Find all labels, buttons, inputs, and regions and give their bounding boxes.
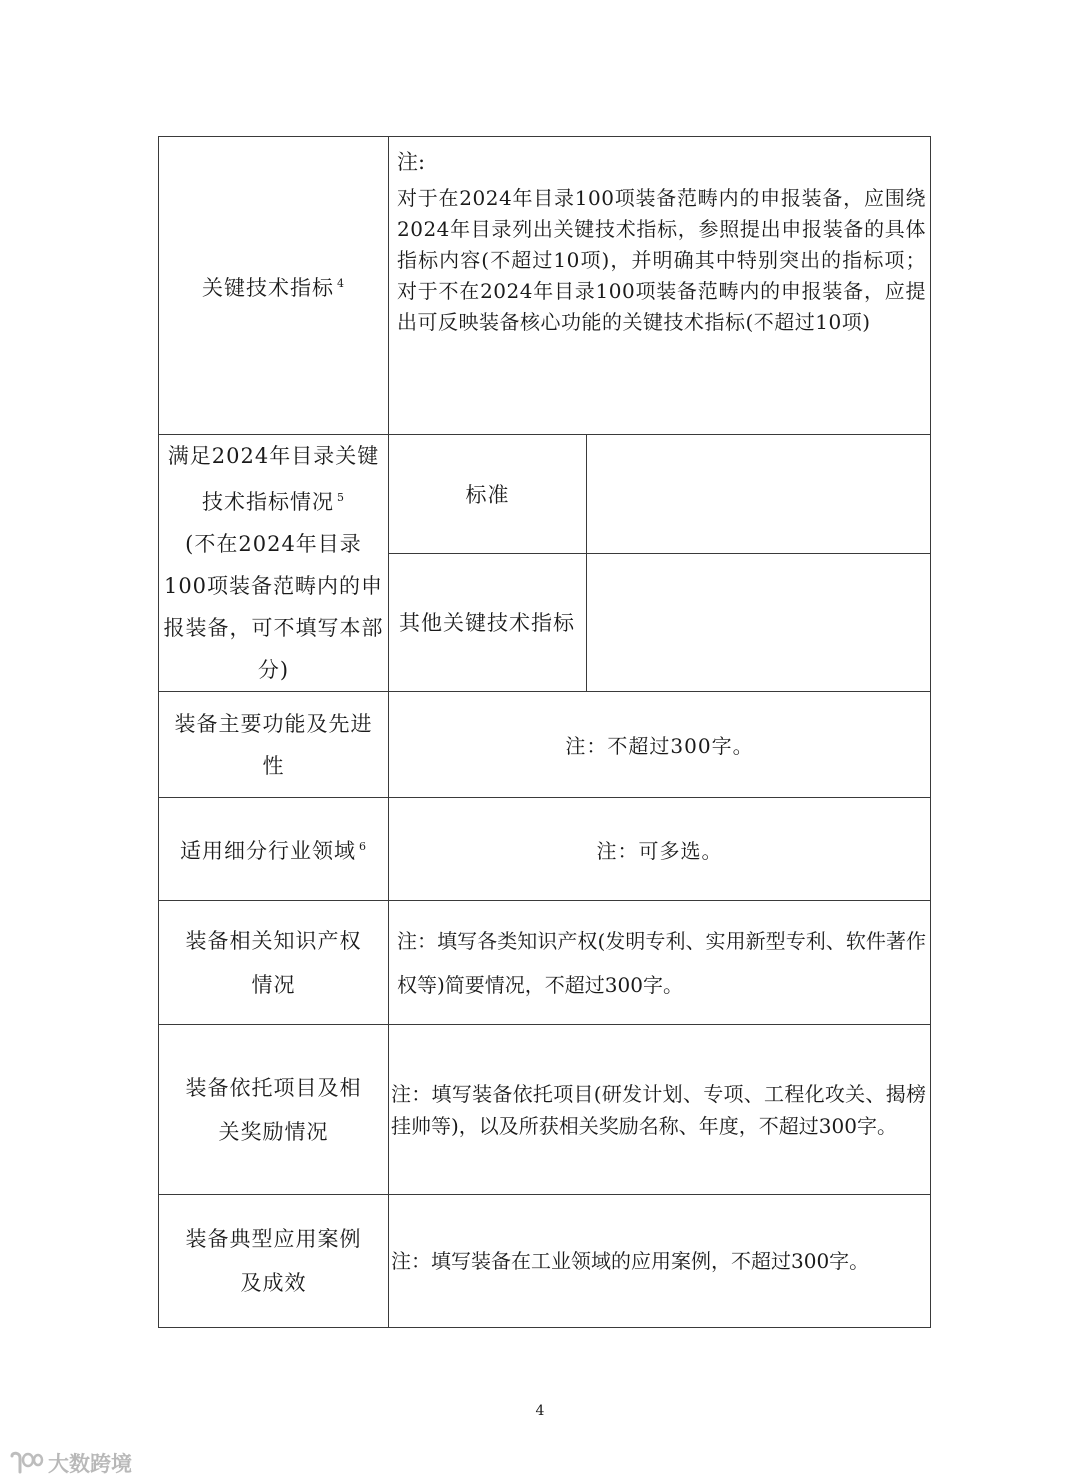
row-meet-indicators-standard <box>159 435 931 554</box>
row-key-technical-indicators <box>159 137 931 435</box>
key-indicators-note-text: 对于在2024年目录100项装备范畴内的申报装备，应围绕2024年目录列出关键技术指标，参照提出申报装备的具体指标内容(不超过10项)，并明确其中特别突出的指标项；对于不在2024年目录100项装备范畴内的申报装备，应提出可反映装备核心功能的关键技术指标(不超过10项) <box>397 186 926 334</box>
industry-label-cell <box>159 798 389 901</box>
other-indicators-label: 其他关键技术指标 <box>389 553 587 691</box>
row-application-cases <box>159 1195 931 1328</box>
meet-indicators-label-line: 技术指标情况 $^5$ <box>202 490 345 514</box>
standard-input-cell[interactable] <box>587 435 931 554</box>
cases-label-line: 装备典型应用案例 <box>185 1227 362 1251</box>
key-indicators-note-cell[interactable] <box>389 137 931 435</box>
footnote-marker: 5 <box>337 491 345 504</box>
row-main-function <box>159 692 931 798</box>
meet-indicators-label-line: 报装备，可不填写本部 <box>163 616 384 640</box>
main-function-note[interactable]: 注：不超过300字。 <box>389 692 931 798</box>
ip-label-line: 情况 <box>251 972 296 997</box>
key-indicators-label-cell <box>159 137 389 435</box>
watermark <box>8 1448 132 1478</box>
industry-note[interactable]: 注：可多选。 <box>389 798 931 901</box>
row-industry <box>159 798 931 901</box>
main-function-label-cell <box>159 692 389 798</box>
cases-label-cell <box>159 1195 389 1328</box>
cases-label-line: 及成效 <box>240 1271 307 1295</box>
note-heading: 注: <box>397 150 426 174</box>
meet-indicators-label-line: 满足2024年目录关键 <box>167 444 380 468</box>
row-intellectual-property <box>159 901 931 1025</box>
application-form-table <box>158 136 931 1328</box>
projects-label-line: 关奖励情况 <box>218 1119 329 1144</box>
standard-label: 标准 <box>389 435 587 554</box>
meet-indicators-label-line: 100项装备范畴内的申 <box>163 574 384 598</box>
brand-logo-icon <box>8 1450 44 1476</box>
watermark-text: 大数跨境 <box>48 1452 132 1476</box>
meet-indicators-label-line: (不在2024年目录 <box>185 532 362 556</box>
meet-indicators-label-cell <box>159 435 389 692</box>
other-indicators-input-cell[interactable] <box>587 553 931 691</box>
ip-label-cell <box>159 901 389 1025</box>
ip-label-line: 装备相关知识产权 <box>185 928 362 953</box>
row-projects-awards <box>159 1025 931 1195</box>
footnote-marker: 4 <box>337 276 345 290</box>
cases-note[interactable]: 注：填写装备在工业领域的应用案例，不超过300字。 <box>389 1195 931 1328</box>
projects-label-line: 装备依托项目及相 <box>185 1075 362 1100</box>
industry-label: 适用细分行业领域 <box>180 839 356 863</box>
projects-note[interactable]: 注：填写装备依托项目(研发计划、专项、工程化攻关、揭榜挂帅等)，以及所获相关奖励名称、年度，不超过300字。 <box>389 1025 931 1195</box>
main-function-label-line: 装备主要功能及先进 <box>174 711 373 736</box>
ip-note[interactable]: 注：填写各类知识产权(发明专利、实用新型专利、软件著作权等)简要情况，不超过300字。 <box>389 901 931 1025</box>
main-function-label-line: 性 <box>262 753 285 778</box>
page-number: 4 <box>535 1403 545 1419</box>
key-indicators-label: 关键技术指标 <box>202 275 334 300</box>
meet-indicators-label-line: 分) <box>257 658 290 682</box>
projects-label-cell <box>159 1025 389 1195</box>
footnote-marker: 6 <box>359 840 367 853</box>
